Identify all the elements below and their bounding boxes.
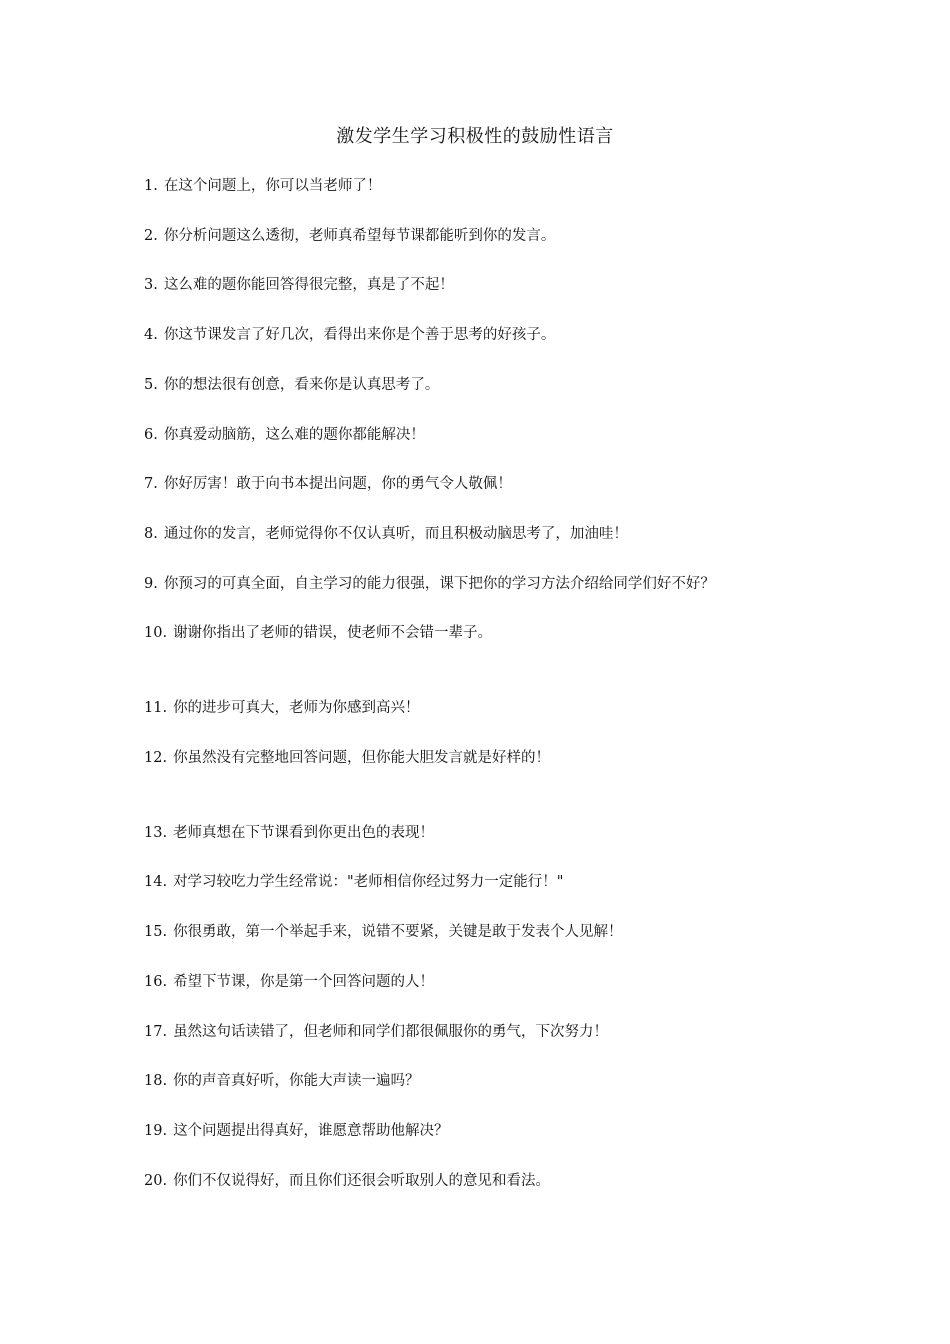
- list-item: [144, 747, 844, 769]
- item-text: 这么难的题你能回答得很完整，真是了不起！: [163, 277, 454, 293]
- item-text: 你的进步可真大，老师为你感到高兴！: [173, 700, 420, 716]
- list-item: [144, 225, 844, 247]
- list-item: [144, 921, 844, 943]
- item-text: 你分析问题这么透彻，老师真希望每节课都能听到你的发言。: [163, 228, 556, 244]
- item-number: 6.: [144, 427, 158, 443]
- item-text: 你很勇敢，第一个举起手来，说错不要紧，关键是敢于发表个人见解！: [173, 924, 623, 940]
- list-item: [144, 374, 844, 396]
- item-text: 你虽然没有完整地回答问题，但你能大胆发言就是好样的！: [173, 750, 551, 766]
- item-number: 20.: [144, 1173, 168, 1189]
- item-number: 5.: [144, 377, 158, 393]
- item-number: 8.: [144, 526, 158, 542]
- item-number: 7.: [144, 476, 158, 492]
- item-text: 你真爱动脑筋，这么难的题你都能解决！: [163, 427, 425, 443]
- item-number: 14.: [144, 874, 168, 890]
- item-number: 9.: [144, 576, 158, 592]
- list-item: [144, 324, 844, 346]
- item-text: 你的想法很有创意，看来你是认真思考了。: [163, 377, 440, 393]
- list-item: [144, 871, 844, 893]
- list-item: [144, 1070, 844, 1092]
- item-text: 通过你的发言，老师觉得你不仅认真听，而且积极动脑思考了，加油哇！: [163, 526, 628, 542]
- list-item: [144, 1021, 844, 1043]
- list-item: [144, 424, 844, 446]
- item-number: 17.: [144, 1024, 168, 1040]
- list-item: [144, 622, 844, 644]
- item-number: 2.: [144, 228, 158, 244]
- list-item: [144, 175, 844, 197]
- item-text: 虽然这句话读错了，但老师和同学们都很佩服你的勇气，下次努力！: [173, 1024, 609, 1040]
- item-text: 希望下节课，你是第一个回答问题的人！: [173, 974, 435, 990]
- item-number: 11.: [144, 700, 168, 716]
- item-number: 19.: [144, 1123, 168, 1139]
- list-item: [144, 1170, 844, 1192]
- list-item: [144, 697, 844, 719]
- item-text: 你好厉害！敢于向书本提出问题，你的勇气令人敬佩！: [163, 476, 512, 492]
- document-title: 激发学生学习积极性的鼓励性语言: [336, 126, 614, 147]
- item-number: 15.: [144, 924, 168, 940]
- list-item: [144, 1120, 844, 1142]
- item-text: 你们不仅说得好，而且你们还很会听取别人的意见和看法。: [173, 1173, 551, 1189]
- item-number: 4.: [144, 327, 158, 343]
- item-text: 你的声音真好听，你能大声读一遍吗？: [173, 1073, 420, 1089]
- item-number: 1.: [144, 178, 158, 194]
- list-item: [144, 971, 844, 993]
- item-text: 这个问题提出得真好，谁愿意帮助他解决？: [173, 1123, 449, 1139]
- item-text: 老师真想在下节课看到你更出色的表现！: [173, 825, 435, 841]
- item-number: 16.: [144, 974, 168, 990]
- list-item: [144, 274, 844, 296]
- list-item: [144, 822, 844, 844]
- item-number: 12.: [144, 750, 168, 766]
- item-number: 13.: [144, 825, 168, 841]
- item-text: 你这节课发言了好几次，看得出来你是个善于思考的好孩子。: [163, 327, 556, 343]
- list-item: [144, 473, 844, 495]
- list-item: [144, 523, 844, 545]
- item-text: 你预习的可真全面，自主学习的能力很强，课下把你的学习方法介绍给同学们好不好？: [163, 576, 715, 592]
- item-text: 对学习较吃力学生经常说："老师相信你经过努力一定能行！": [173, 874, 564, 890]
- item-text: 在这个问题上，你可以当老师了！: [163, 178, 382, 194]
- item-number: 3.: [144, 277, 158, 293]
- item-text: 谢谢你指出了老师的错误，使老师不会错一辈子。: [173, 625, 493, 641]
- list-item: [144, 573, 844, 595]
- item-number: 10.: [144, 625, 168, 641]
- item-number: 18.: [144, 1073, 168, 1089]
